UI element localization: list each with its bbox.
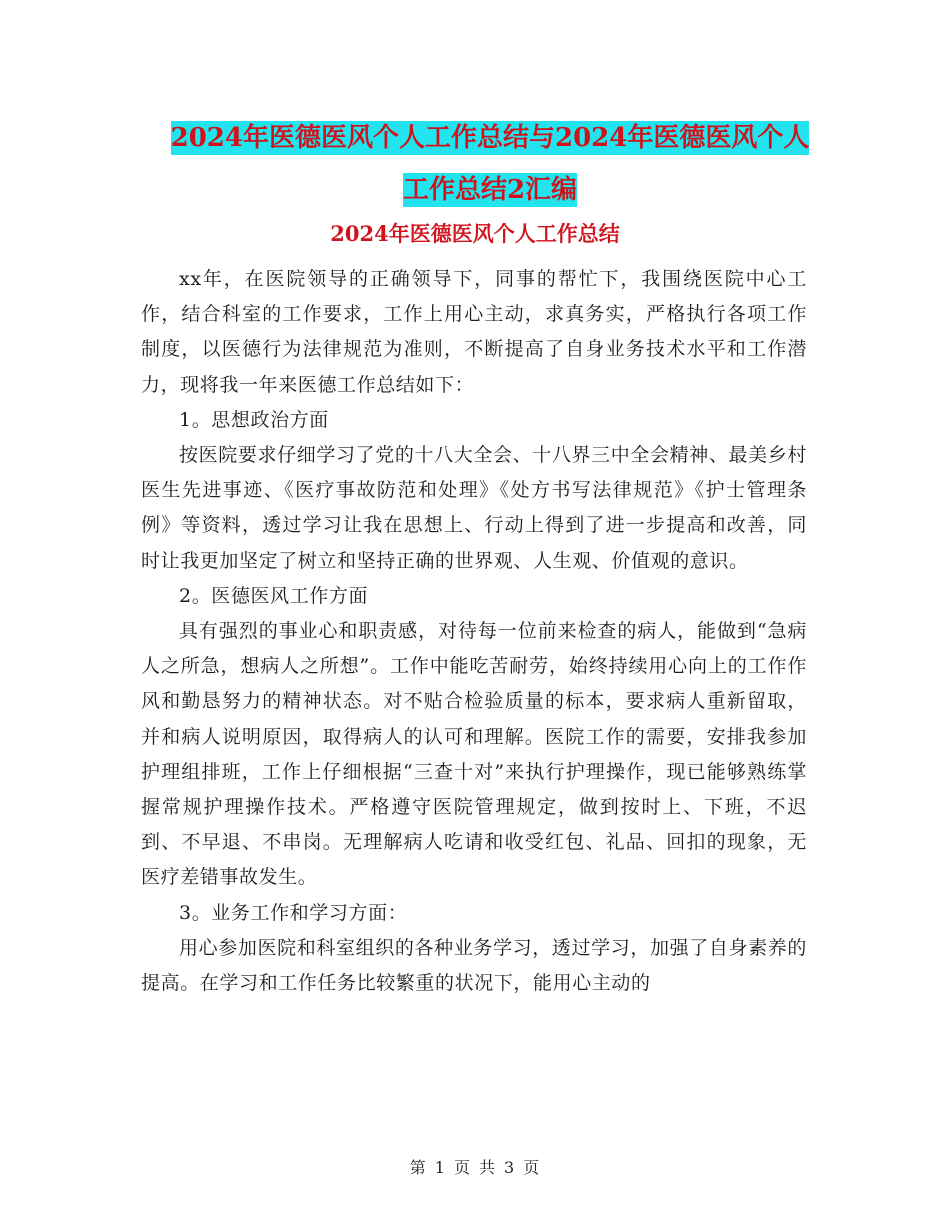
footer-total-pages: 3 [504,1158,516,1177]
footer-prefix: 第 [409,1158,427,1177]
footer-middle: 页 [453,1158,471,1177]
footer-page-number: 1 [434,1158,446,1177]
paragraph-intro: xx年，在医院领导的正确领导下，同事的帮忙下，我围绕医院中心工作，结合科室的工作要求，工作上用心主动，求真务实，严格执行各项工作制度，以医德行为法律规范为准则，不断提高了自身业务技术水平和工作潜力，现将我一年来医德工作总结如下： [141,268,807,396]
document-title-line-2: 工作总结2汇编 [402,175,578,205]
heading-ideology: 1。思想政治方面 [179,408,329,431]
paragraph-ideology: 按医院要求仔细学习了党的十八大全会、十八界三中全会精神、最美乡村医生先进事迹、《医疗事故防范和处理》《处方书写法律规范》《护士管理条例》等资料，透过学习让我在思想上、行动上得到了进一步提高和改善，同时让我更加坚定了树立和坚持正确的世界观、人生观、价值观的意识。 [141,444,807,572]
heading-work-study: 3。业务工作和学习方面： [179,901,408,924]
paragraph-work-study: 用心参加医院和科室组织的各种业务学习，透过学习，加强了自身素养的提高。在学习和工作任务比较繁重的状况下，能用心主动的 [141,936,807,995]
document-body [141,262,807,1001]
page-footer [0,1155,950,1178]
footer-total-prefix: 共 [479,1158,497,1177]
document-title-line-1: 2024年医德医风个人工作总结与2024年医德医风个人 [170,123,810,153]
paragraph-medical-ethics: 具有强烈的事业心和职责感，对待每一位前来检查的病人，能做到“急病人之所急，想病人之所想”。工作中能吃苦耐劳，始终持续用心向上的工作作风和勤恳努力的精神状态。对不贴合检验质量的标本，要求病人重新留取，并和病人说明原因，取得病人的认可和理解。医院工作的需要，安排我参加护理组排班，工作上仔细根据“三查十对”来执行护理操作，现已能够熟练掌握常规护理操作技术。严格遵守医院管理规定，做到按时上、下班，不迟到、不早退、不串岗。无理解病人吃请和收受红包、礼品、回扣的现象，无医疗差错事故发生。 [141,620,807,889]
document-title [140,112,840,216]
section-title: 2024年医德医风个人工作总结 [330,221,620,246]
footer-suffix: 页 [523,1158,541,1177]
heading-medical-ethics: 2。医德医风工作方面 [179,584,369,607]
